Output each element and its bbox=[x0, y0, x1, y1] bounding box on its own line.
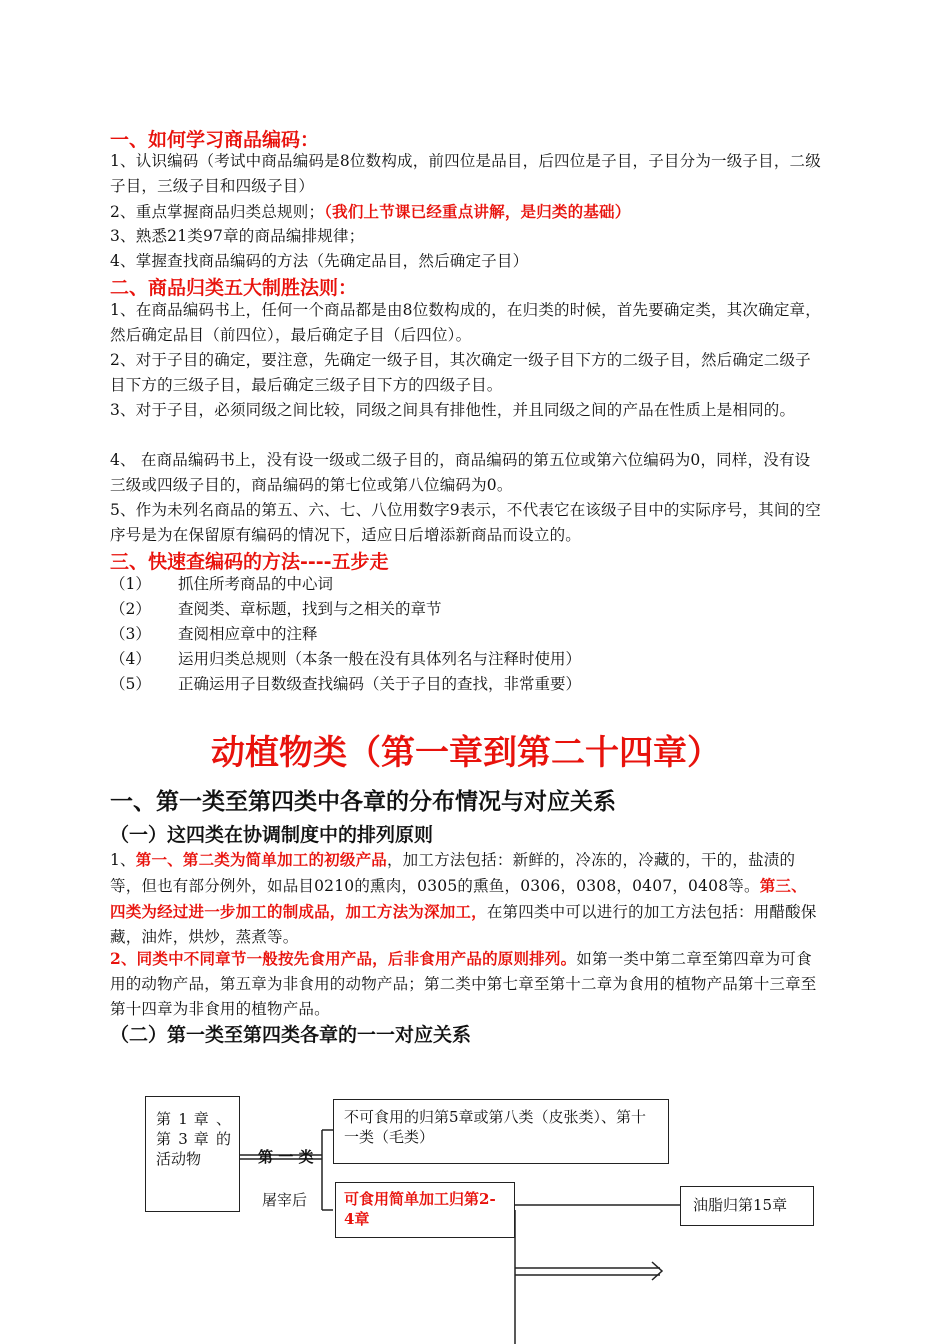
paragraph: 3、熟悉21类97章的商品编排规律； bbox=[110, 227, 365, 245]
text: 2、重点掌握商品归类总规则； bbox=[110, 203, 325, 221]
step-number: （3） bbox=[110, 625, 151, 643]
step-text: 正确运用子目数级查找编码（关于子目的查找，非常重要） bbox=[178, 675, 582, 693]
slaughter-label: 屠宰后 bbox=[262, 1191, 308, 1209]
section-heading-five-steps: 三、快速查编码的方法----五步走 bbox=[110, 551, 389, 573]
text: 如第一类中第二章至第四章为可食用的动物产品，第五章为非食用的动物产品；第二类中第七章至第十二章为食用的植物产品第十三章至第十四章为非食用的植物产品。 bbox=[110, 950, 817, 1018]
step-number: （2） bbox=[110, 600, 151, 618]
paragraph: 3、对于子目，必须同级之间比较，同级之间具有排他性，并且同级之间的产品在性质上是相同的。 bbox=[110, 401, 796, 419]
paragraph: 1、认识编码（考试中商品编码是8位数构成，前四位是品目，后四位是子目，子目分为一级子目，二级子目，三级子目和四级子目） bbox=[110, 152, 821, 195]
live-animals-box bbox=[145, 1096, 240, 1212]
highlight-text: 第三、四类为经过进一步加工的制成品，加工方法为深加工， bbox=[110, 876, 807, 921]
box-text: 油脂归第15章 bbox=[693, 1196, 788, 1214]
step-text: 查阅相应章中的注释 bbox=[178, 625, 318, 643]
paragraph: 4、掌握查找商品编码的方法（先确定品目，然后确定子目） bbox=[110, 252, 529, 270]
step-text: 抓住所考商品的中心词 bbox=[178, 575, 334, 593]
paragraph: 5、作为未列名商品的第五、六、七、八位用数字9表示，不代表它在该级子目中的实际序号，其间的空序号是为在保留原有编码的情况下，适应日后增添新商品而设立的。 bbox=[110, 501, 821, 544]
step-number: （5） bbox=[110, 675, 151, 693]
highlight-text: 第一、第二类为简单加工的初级产品 bbox=[135, 850, 387, 869]
section-heading-five-rules: 二、商品归类五大制胜法则： bbox=[110, 277, 358, 299]
step-item bbox=[110, 647, 581, 672]
step-number: （4） bbox=[110, 650, 151, 668]
class-one-label: 第 一 类 bbox=[258, 1148, 314, 1166]
box-text: 第 1 章 、第 3 章 的活动物 bbox=[156, 1110, 231, 1168]
subsection-title: （一）这四类在协调制度中的排列原则 bbox=[110, 824, 434, 846]
paragraph: 4、 在商品编码书上，没有设一级或二级子目的，商品编码的第五位或第六位编码为0，同样，没有设三级或四级子目的，商品编码的第七位或第八位编码为0。 bbox=[110, 451, 811, 494]
step-item bbox=[110, 672, 581, 697]
paragraph: 1、在商品编码书上，任何一个商品都是由8位数构成的，在归类的时候，首先要确定类，其次确定章，然后确定品目（前四位），最后确定子目（后四位）。 bbox=[110, 301, 821, 344]
edible-box bbox=[335, 1182, 515, 1238]
highlight-text: （我们上节课已经重点讲解，是归类的基础） bbox=[324, 202, 631, 221]
paragraph bbox=[110, 946, 822, 1022]
section-title: 一、第一类至第四类中各章的分布情况与对应关系 bbox=[110, 789, 616, 815]
paragraph: 2、对于子目的确定，要注意，先确定一级子目，其次确定一级子目下方的二级子目，然后确定二级子目下方的三级子目，最后确定三级子目下方的四级子目。 bbox=[110, 351, 811, 394]
step-item bbox=[110, 572, 333, 597]
box-text: 不可食用的归第5章或第八类（皮张类）、第十一类（毛类） bbox=[344, 1108, 647, 1146]
box-text: 可食用简单加工归第2-4章 bbox=[344, 1190, 496, 1228]
step-item bbox=[110, 597, 442, 622]
step-item bbox=[110, 622, 318, 647]
paragraph bbox=[110, 847, 822, 950]
subsection-title: （二）第一类至第四类各章的一一对应关系 bbox=[110, 1024, 472, 1046]
text: 1、 bbox=[110, 851, 136, 869]
fats-box bbox=[680, 1186, 814, 1226]
step-text: 运用归类总规则（本条一般在没有具体列名与注释时使用） bbox=[178, 650, 582, 668]
step-text: 查阅类、章标题，找到与之相关的章节 bbox=[178, 600, 442, 618]
step-number: （1） bbox=[110, 575, 151, 593]
highlight-text: 2、同类中不同章节一般按先食用产品，后非食用产品的原则排列。 bbox=[110, 949, 577, 968]
text: 在第四类中可以进行的加工方法包括：用醋酸保藏，油炸，烘炒，蒸煮等。 bbox=[110, 903, 817, 946]
text: ，加工方法包括：新鲜的，冷冻的，冷藏的，干的，盐渍的等，但也有部分例外，如品目0210的熏肉，0305的熏鱼，0306，0308，0407，0408等。 bbox=[110, 851, 796, 895]
section-heading-how-to-learn: 一、如何学习商品编码： bbox=[110, 129, 320, 151]
paragraph bbox=[110, 199, 822, 225]
chapter-title: 动植物类（第一章到第二十四章） bbox=[211, 733, 721, 773]
inedible-box bbox=[333, 1099, 669, 1164]
